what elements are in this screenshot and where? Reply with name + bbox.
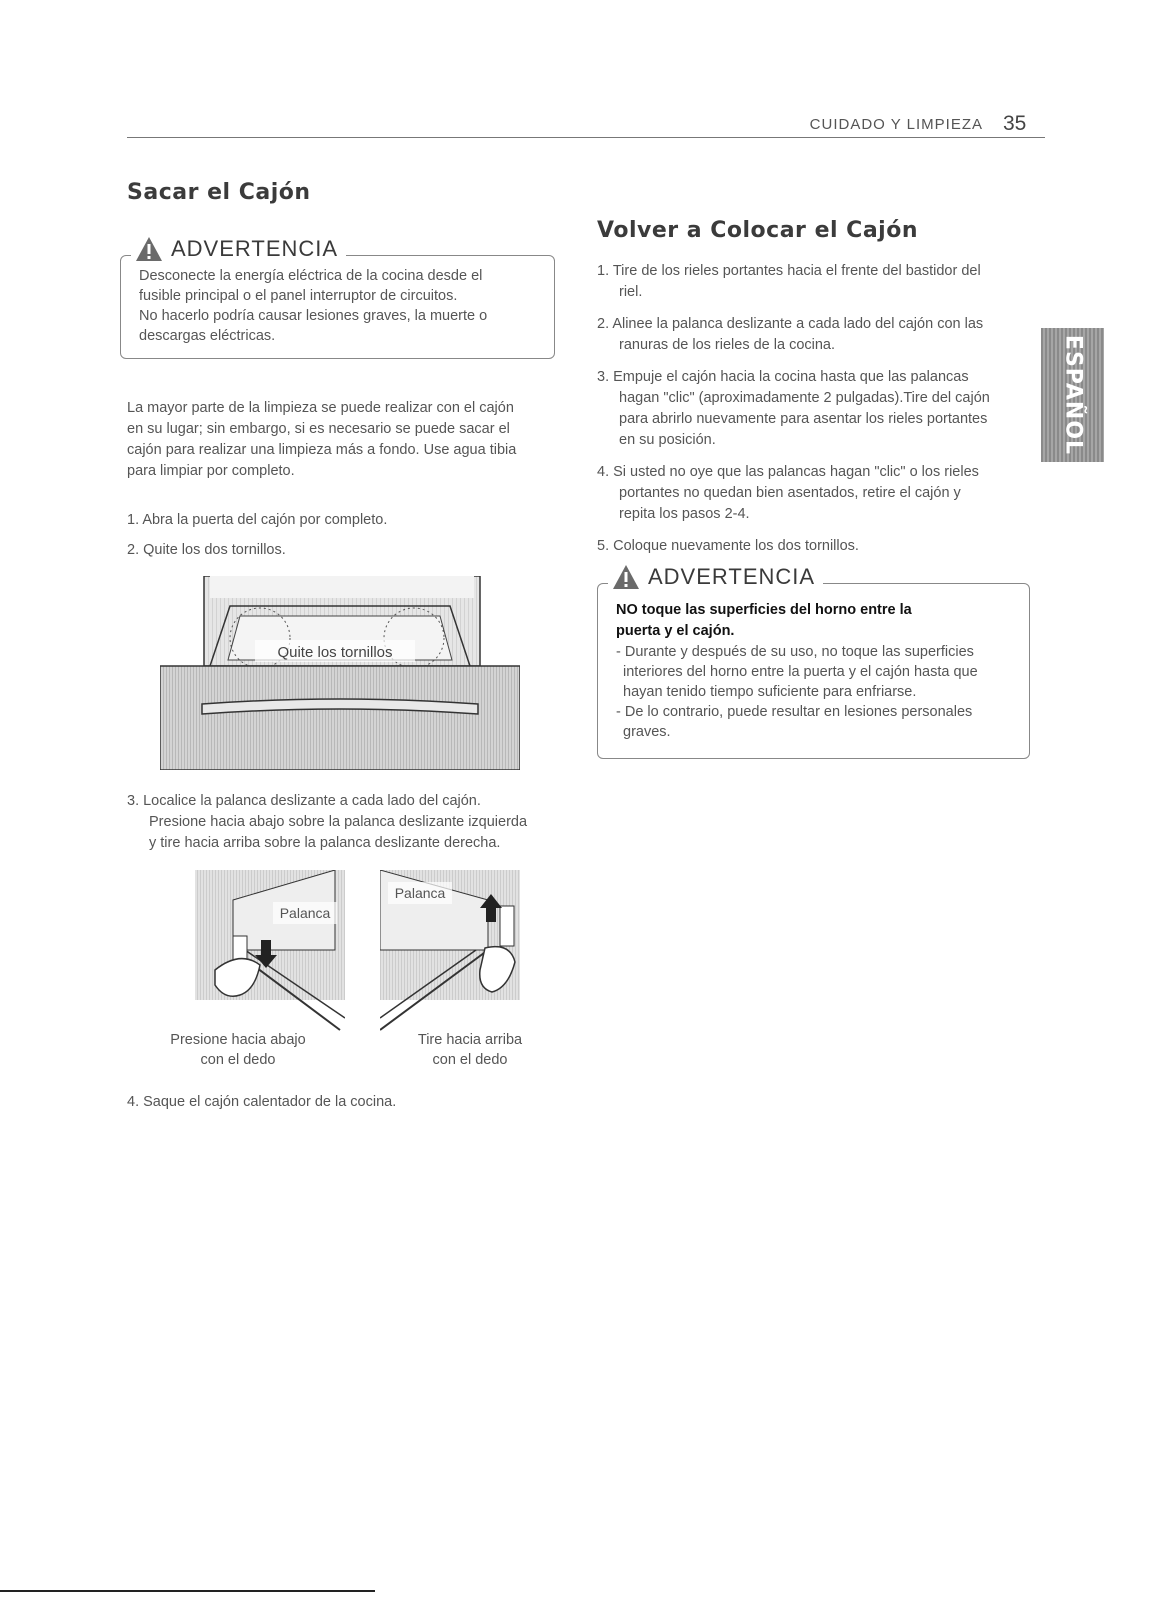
step-3-line: Presione hacia abajo sobre la palanca deslizante izquierda bbox=[149, 814, 528, 830]
step-line: 3. Empuje el cajón hacia la cocina hasta que las palancas bbox=[597, 369, 969, 385]
caption-pull-up bbox=[395, 1030, 545, 1070]
step-line: ranuras de los rieles de la cocina. bbox=[619, 337, 836, 353]
warning-title: ADVERTENCIA bbox=[171, 236, 339, 261]
intro-line: para limpiar por completo. bbox=[127, 463, 295, 479]
warning-box-electrical bbox=[120, 236, 555, 359]
figure-label-screws: Quite los tornillos bbox=[277, 644, 393, 661]
step-3-line: y tire hacia arriba sobre la palanca deslizante derecha. bbox=[149, 835, 501, 851]
intro-line: en su lugar; sin embargo, si es necesario se puede sacar el bbox=[127, 421, 510, 437]
lever-press-down-figure bbox=[185, 870, 345, 1032]
drawer-screws-figure bbox=[160, 576, 520, 770]
intro-paragraph bbox=[127, 398, 567, 482]
lever-pull-up-figure bbox=[380, 870, 530, 1032]
step-2: 2. Quite los dos tornillos. bbox=[127, 542, 286, 558]
lever-label-right: Palanca bbox=[394, 885, 446, 901]
warning-title: ADVERTENCIA bbox=[648, 564, 816, 589]
language-tab bbox=[1041, 328, 1104, 462]
warning-triangle-icon bbox=[135, 236, 163, 262]
warning-line: No hacerlo podría causar lesiones graves, la muerte o bbox=[139, 308, 488, 324]
warning-heading bbox=[131, 236, 346, 262]
lever-label-left: Palanca bbox=[279, 905, 331, 921]
bottom-rule bbox=[0, 1590, 375, 1592]
step-line: 4. Si usted no oye que las palancas hagan "clic" o los rieles bbox=[597, 464, 979, 480]
section-title-remove: Sacar el Cajón bbox=[127, 180, 311, 205]
warning-line: - Durante y después de su uso, no toque las superficies bbox=[616, 644, 974, 660]
step-line: portantes no quedan bien asentados, retire el cajón y bbox=[619, 485, 961, 501]
running-head: CUIDADO Y LIMPIEZA bbox=[809, 116, 983, 133]
step-line: 2. Alinee la palanca deslizante a cada lado del cajón con las bbox=[597, 316, 984, 332]
warning-bold-line: NO toque las superficies del horno entre la bbox=[616, 602, 912, 618]
warning-triangle-icon bbox=[612, 564, 640, 590]
header-rule bbox=[127, 137, 1045, 138]
step-line: repita los pasos 2-4. bbox=[619, 506, 750, 522]
warning-line: hayan tenido tiempo suficiente para enfriarse. bbox=[623, 684, 917, 700]
warning-bold-line: puerta y el cajón. bbox=[616, 623, 735, 639]
replace-steps bbox=[597, 261, 1037, 557]
warning-line: - De lo contrario, puede resultar en lesiones personales bbox=[616, 704, 973, 720]
intro-line: cajón para realizar una limpieza más a fondo. Use agua tibia bbox=[127, 442, 517, 458]
replace-step-5 bbox=[597, 536, 1037, 557]
step-line: para abrirlo nuevamente para asentar los rieles portantes bbox=[619, 411, 988, 427]
replace-step-2 bbox=[597, 314, 1037, 356]
step-line: 5. Coloque nuevamente los dos tornillos. bbox=[597, 538, 859, 554]
caption-line: con el dedo bbox=[200, 1052, 276, 1068]
replace-step-1 bbox=[597, 261, 1037, 303]
step-line: riel. bbox=[619, 284, 643, 300]
section-title-replace: Volver a Colocar el Cajón bbox=[597, 218, 918, 243]
caption-line: Presione hacia abajo bbox=[170, 1032, 306, 1048]
warning-line: fusible principal o el panel interruptor de circuitos. bbox=[139, 288, 458, 304]
warning-heading bbox=[608, 564, 823, 590]
caption-press-down bbox=[163, 1030, 313, 1070]
intro-line: La mayor parte de la limpieza se puede realizar con el cajón bbox=[127, 400, 514, 416]
step-line: en su posición. bbox=[619, 432, 716, 448]
warning-line: descargas eléctricas. bbox=[139, 328, 276, 344]
warning-box-hot-surface bbox=[597, 564, 1030, 759]
step-1: 1. Abra la puerta del cajón por completo. bbox=[127, 512, 388, 528]
warning-line: interiores del horno entre la puerta y el cajón hasta que bbox=[623, 664, 978, 680]
replace-step-4 bbox=[597, 462, 1037, 525]
step-4: 4. Saque el cajón calentador de la cocina. bbox=[127, 1094, 397, 1110]
step-3 bbox=[127, 791, 577, 854]
step-line: 1. Tire de los rieles portantes hacia el frente del bastidor del bbox=[597, 263, 981, 279]
caption-line: con el dedo bbox=[432, 1052, 508, 1068]
warning-line: Desconecte la energía eléctrica de la cocina desde el bbox=[139, 268, 483, 284]
caption-line: Tire hacia arriba bbox=[417, 1032, 523, 1048]
replace-step-3 bbox=[597, 367, 1037, 451]
step-3-line: 3. Localice la palanca deslizante a cada lado del cajón. bbox=[127, 793, 481, 809]
page-number: 35 bbox=[1003, 112, 1027, 135]
warning-line: graves. bbox=[623, 724, 671, 740]
step-line: hagan "clic" (aproximadamente 2 pulgadas).Tire del cajón bbox=[619, 390, 990, 406]
language-tab-label: ESPAÑOL bbox=[1060, 334, 1085, 456]
